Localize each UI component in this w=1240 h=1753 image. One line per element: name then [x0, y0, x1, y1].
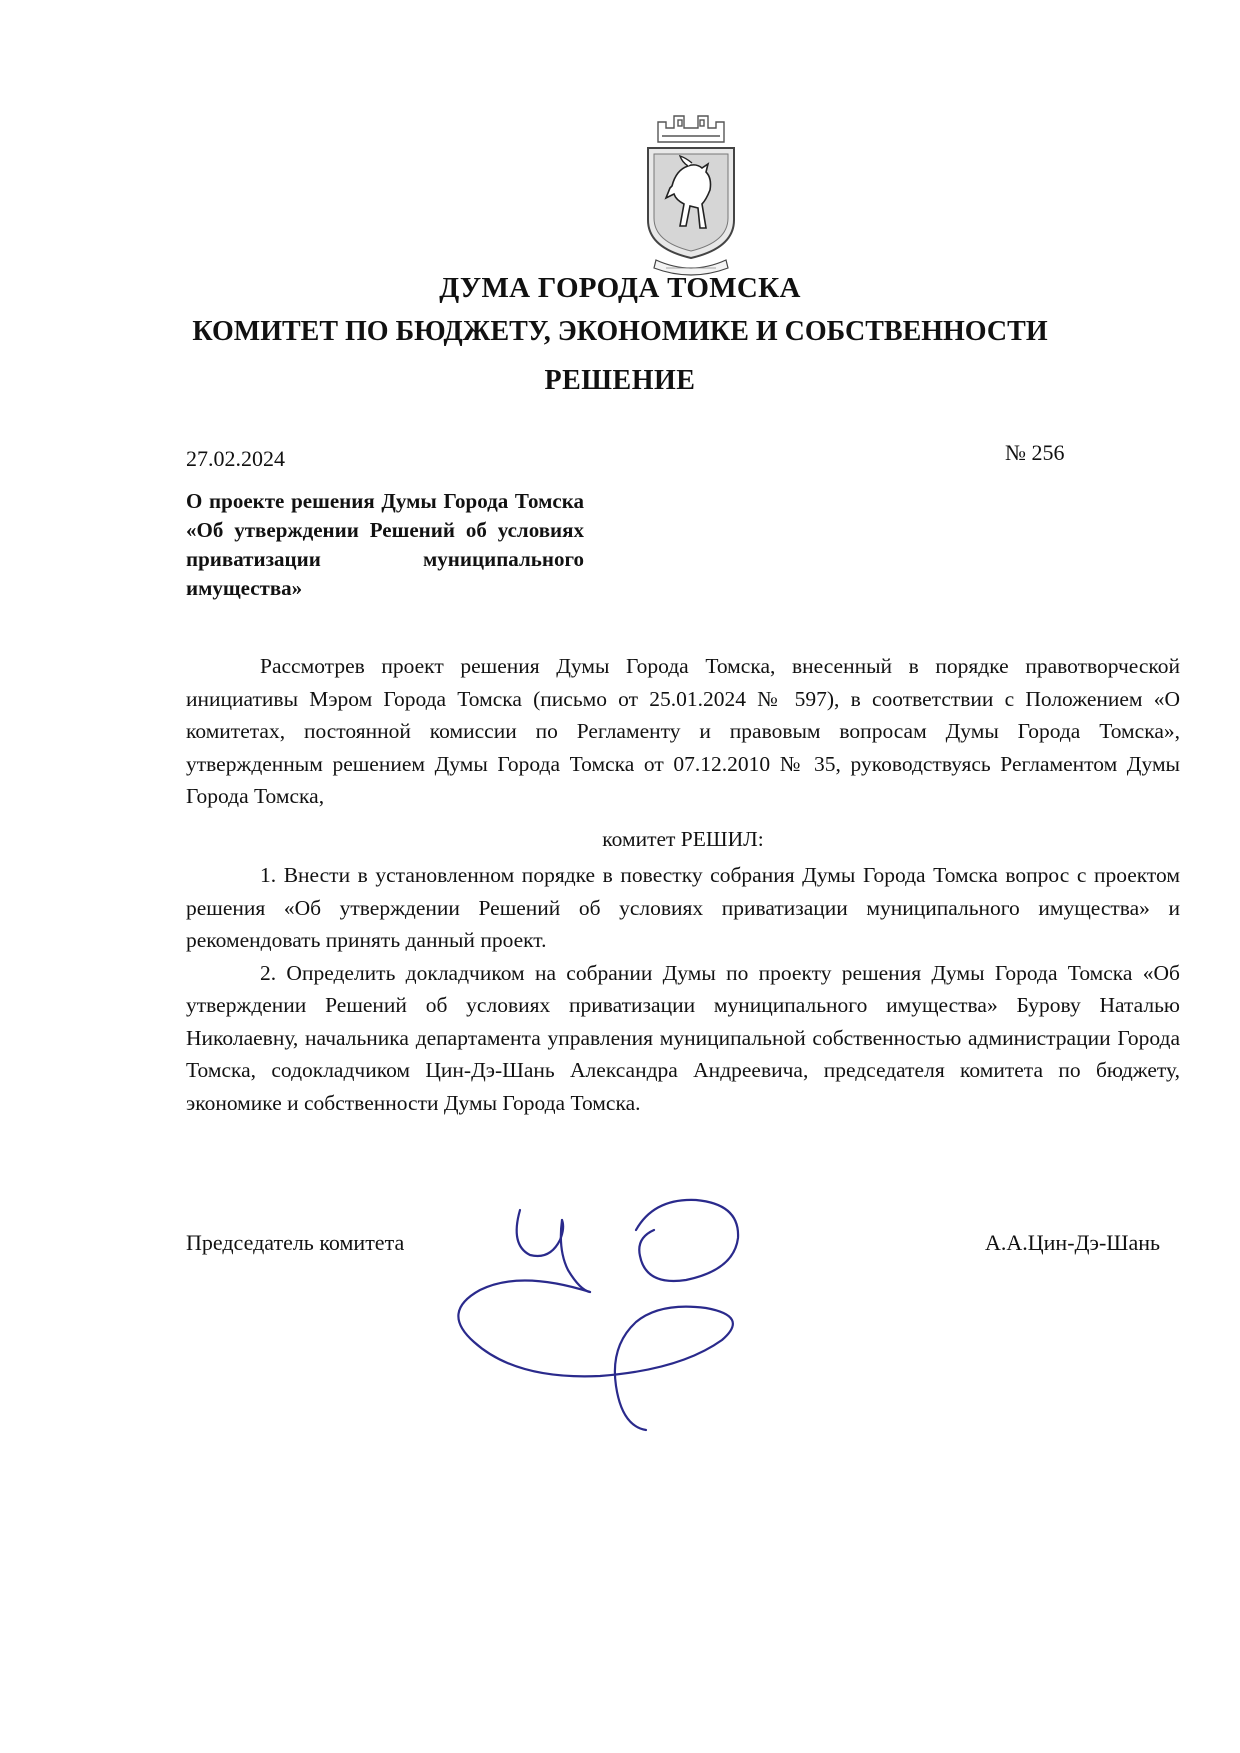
tomsk-coat-of-arms-icon — [636, 108, 746, 278]
organization-title: ДУМА ГОРОДА ТОМСКА — [439, 272, 801, 304]
handwritten-signature — [440, 1190, 770, 1440]
preamble-paragraph: Рассмотрев проект решения Думы Города Томска, внесенный в порядке правотворческой инициативы Мэром Города Томска (письмо от 25.01.2024 № 597), в соответствии с Положением «О комитетах, постоянной комиссии по Регламенту и правовым вопросам Думы Города Томска», утвержденным решением Думы Города Томска от 07.12.2010 № 35, руководствуясь Регламентом Думы Города Томска, — [186, 654, 1180, 808]
document-number: № 256 — [1005, 440, 1065, 465]
resolution-item-1: 1. Внести в установленном порядке в повестку собрания Думы Города Томска вопрос с проектом решения «Об утверждении Решений об условиях приватизации муниципального имущества» и рекомендовать принять данный проект. — [186, 863, 1180, 952]
committee-title: КОМИТЕТ ПО БЮДЖЕТУ, ЭКОНОМИКЕ И СОБСТВЕННОСТИ — [192, 316, 1048, 347]
signatory-name: А.А.Цин-Дэ-Шань — [985, 1230, 1161, 1255]
document-date: 27.02.2024 — [186, 446, 285, 471]
signatory-role: Председатель комитета — [186, 1230, 405, 1255]
resolution-statement: комитет РЕШИЛ: — [602, 826, 764, 851]
document-type-title: РЕШЕНИЕ — [544, 365, 696, 396]
document-subject: О проекте решения Думы Города Томска «Об утверждении Решений об условиях приватизации муниципального имущества» — [186, 489, 584, 600]
resolution-item-2: 2. Определить докладчиком на собрании Думы по проекту решения Думы Города Томска «Об утверждении Решений об условиях приватизации муниципального имущества» Бурову Наталью Николаевну, начальника департамента управления муниципальной собственностью администрации Города Томска, содокладчиком Цин-Дэ-Шань Александра Андреевича, председателя комитета по бюджету, экономике и собственности Думы Города Томска. — [186, 960, 1180, 1115]
document-body — [186, 650, 1180, 1119]
